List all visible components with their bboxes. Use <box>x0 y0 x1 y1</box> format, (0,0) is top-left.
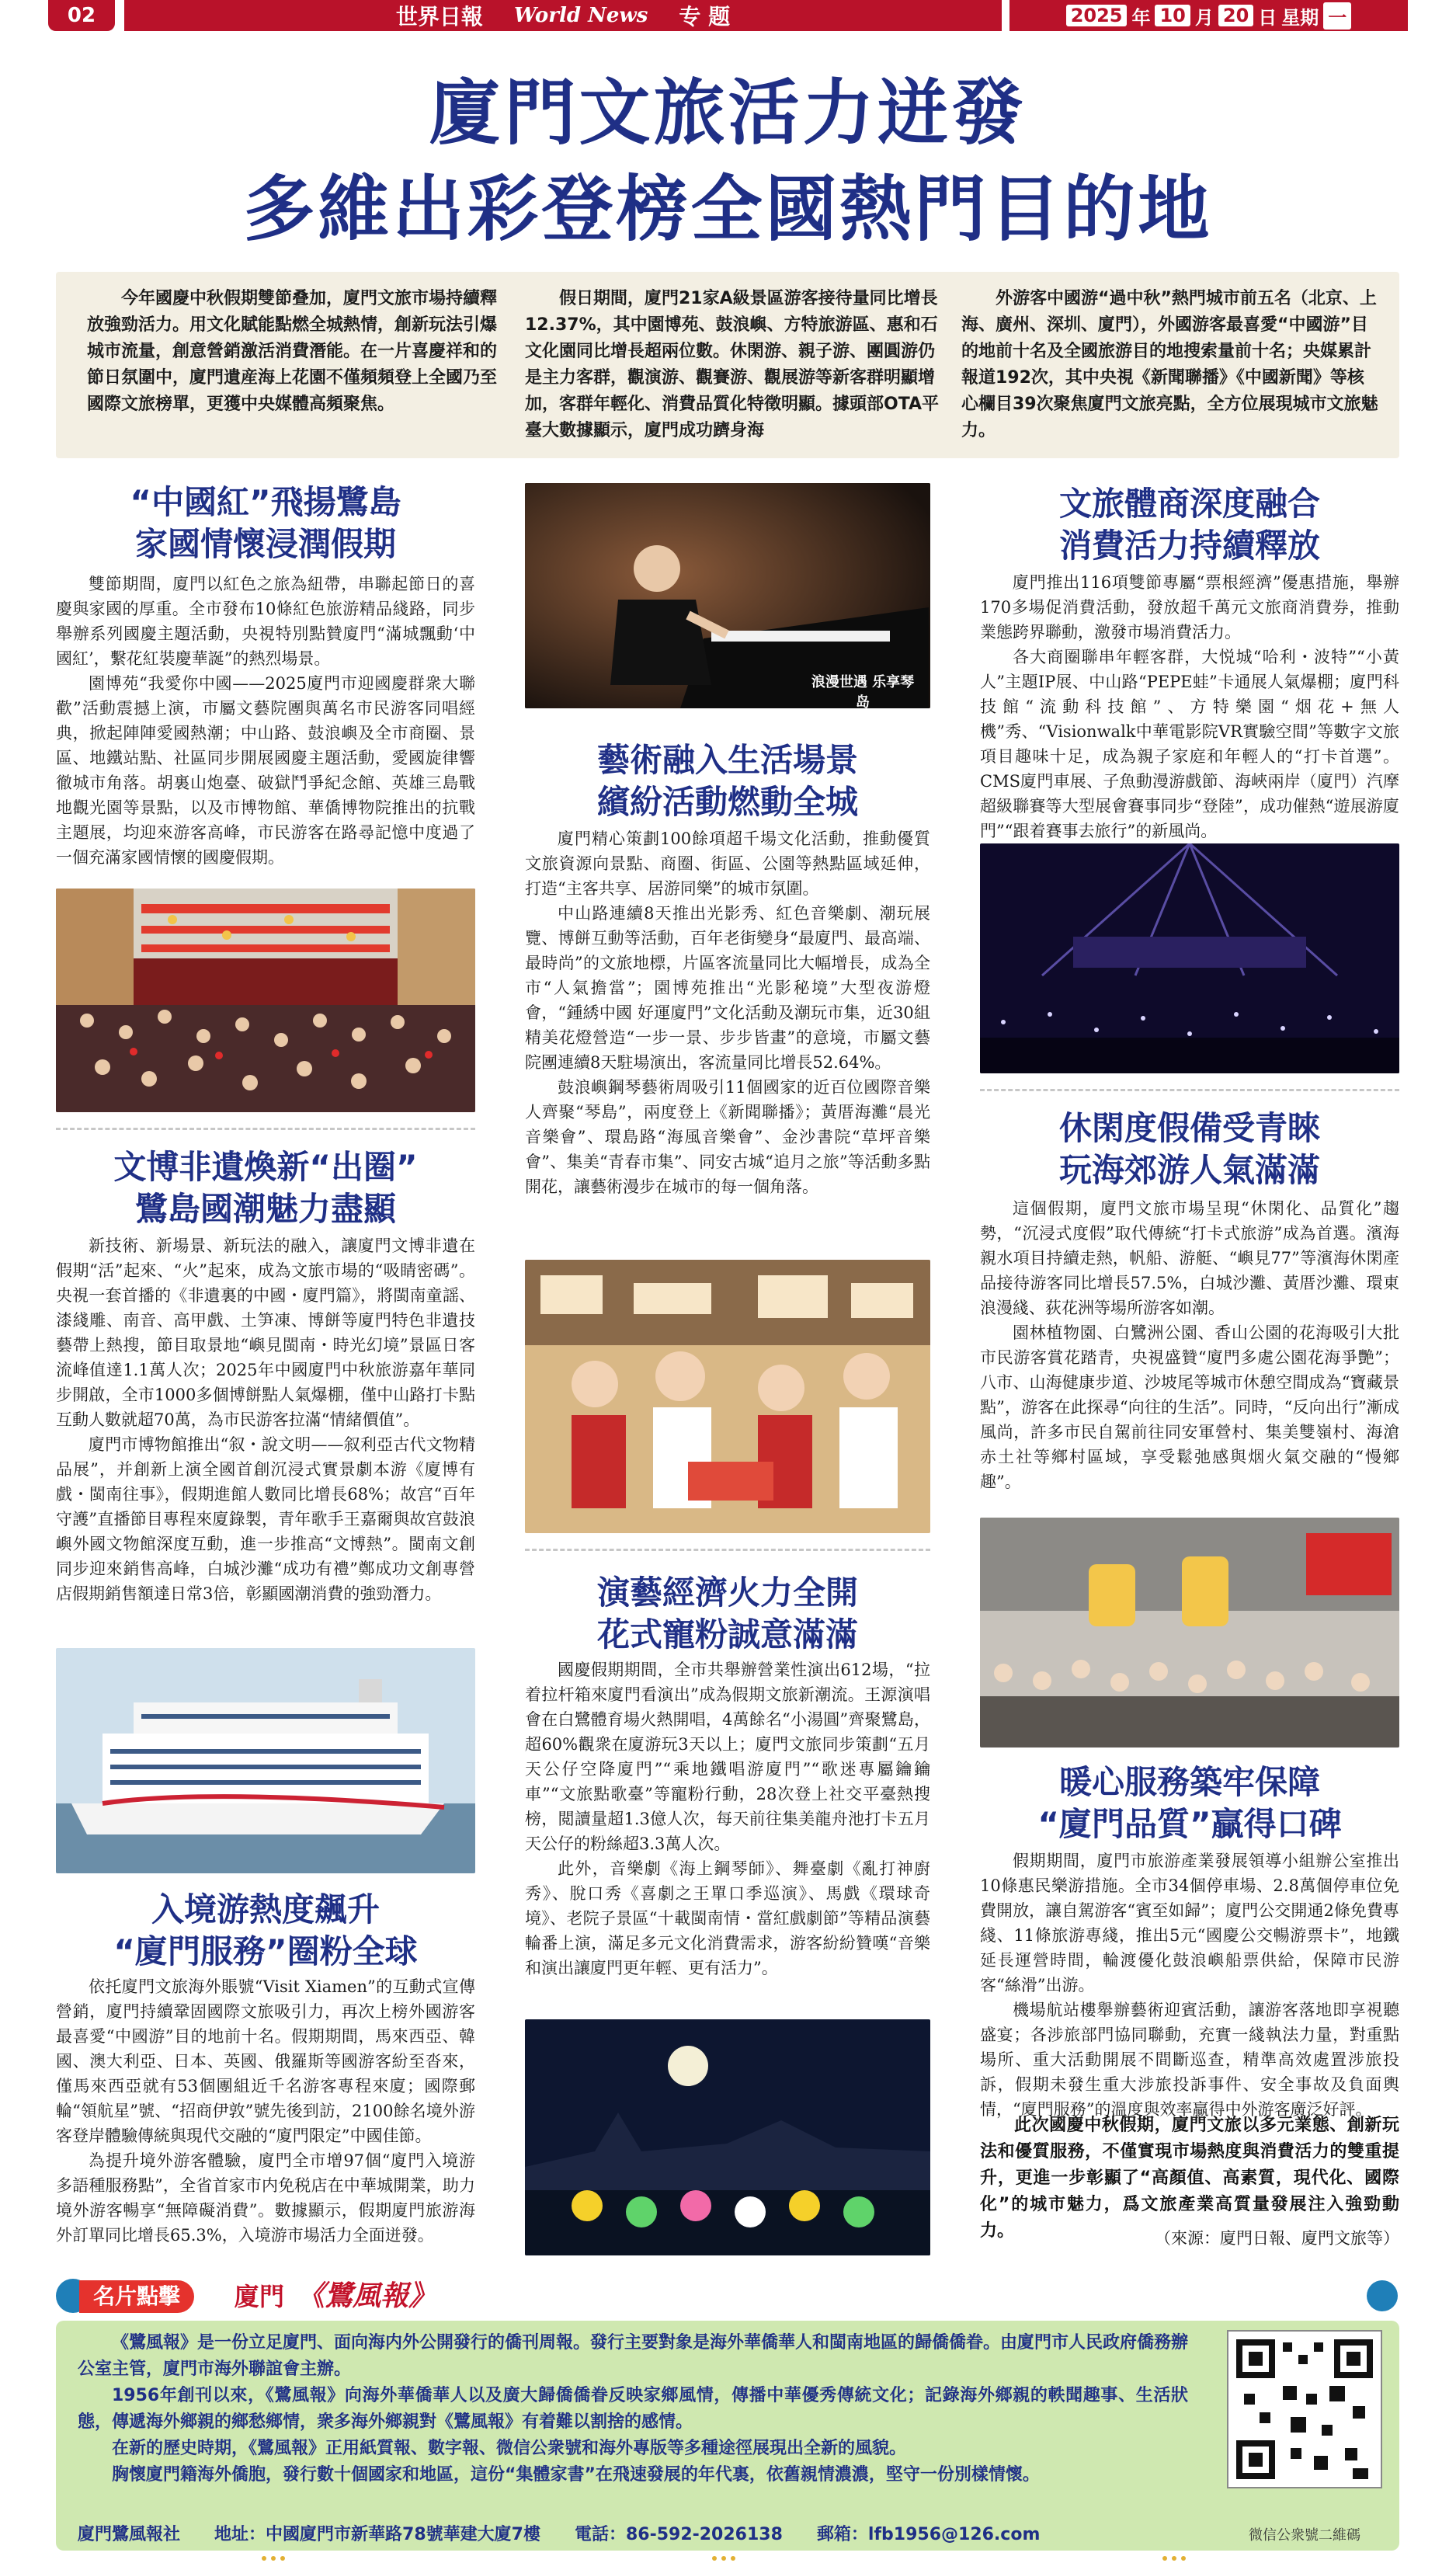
footer-tag: 名片點擊 <box>79 2280 194 2313</box>
date-weekday-label: 星期 <box>1281 6 1319 29</box>
photo-red-street-crowd <box>56 889 475 1112</box>
article-3-title <box>56 1889 475 1973</box>
footer-brand-city: 廈門 <box>235 2282 285 2311</box>
intro-box <box>56 272 1399 458</box>
photo-moon-lanterns <box>525 2019 930 2255</box>
article-8-para-2: 機場航站樓舉辦藝術迎賓活動，讓游客落地即享視聽盛宴；各涉旅部門協同聯動，充實一綫執法力量，對重點場所、重大活動開展不間斷巡查，精準高效處置涉旅投訴，假期未發生重大涉旅投訴事件、安全事故及負面輿情，“廈門服務”的溫度與效率贏得中外游客廣泛好評。 <box>980 2001 1399 2119</box>
article-5-title <box>525 1572 930 1656</box>
article-7-title <box>980 1108 1399 1191</box>
paper-name-en: World News <box>513 4 648 27</box>
article-2-title <box>56 1146 475 1230</box>
footer-header <box>56 2274 1399 2318</box>
intro-col-3: 外游客中國游“過中秋”熱門城市前五名（北京、上海、廣州、深圳、廈門），外國游客最喜愛“中國游”目的地前十名及全國旅游目的地搜索量前十名；央媒累計報道192次，其中央視《新聞聯播》《中國新聞》等核心欄目39次聚焦廈門文旅亮點，全方位展現城市文旅魅力。 <box>961 289 1378 440</box>
article-7-title-line-1: 休閑度假備受青睞 <box>1058 1109 1320 1147</box>
article-2-para-1: 新技術、新場景、新玩法的融入，讓廈門文博非遺在假期“活”起來、“火”起來，成為文旅市場的“吸睛密碼”。央視一套首播的《非遺裏的中國・廈門篇》，將閩南童謡、漆綫雕、南音、高甲戲、土笋凍、博餅等廈門特色非遺技藝帶上熱搜，節目取景地“嶼見閩南・時光幻境”景區日客流峰值達1.1萬人次；2025年中國廈門中秋旅游嘉年華同步開啟，全市1000多個博餅點人氣爆棚，僅中山路打卡點互動人數就超70萬，為市民游客拉滿“情緒價值”。 <box>56 1236 475 1429</box>
article-5-title-line-1: 演藝經濟火力全開 <box>596 1574 858 1612</box>
article-6-title <box>980 483 1399 567</box>
date-month-unit: 月 <box>1194 6 1214 29</box>
photo-cruise-ship <box>56 1648 475 1873</box>
bottom-decoration <box>0 2554 1456 2563</box>
article-1-title-line-1: “中國紅”飛揚鷺島 <box>130 483 401 521</box>
article-8-title <box>980 1761 1399 1845</box>
article-3-para-1: 依托廈門文旅海外賬號“Visit Xiamen”的互動式宣傳營銷，廈門持續鞏固國際文旅吸引力，再次上榜外國游客最喜愛“中國游”目的地前十名。假期期間，馬來西亞、韓國、澳大利亞、日本、英國、俄羅斯等國游客紛至沓來，僅馬來西亞就有53個團組近千名游客專程來廈；國際郵輪“領航星”號、“招商伊敦”號先後到訪，2100餘名境外游客登岸體驗傳統與現代交融的“廈門限定”中國佳節。 <box>56 1977 475 2145</box>
footer-text <box>78 2330 1188 2488</box>
article-4-body <box>525 826 930 1199</box>
footer-para-2: 1956年創刊以來，《鷺風報》向海外華僑華人以及廣大歸僑僑眷反映家鄉風情，傳播中華優秀傳統文化；記錄海外鄉親的軼聞趣事、生活狀態，傳遞海外鄉親的鄉愁鄉情，衆多海外鄉親對《鷺風報》有着難以割捨的感情。 <box>78 2386 1188 2432</box>
contact-address: 地址：中國廈門市新華路78號華建大廈7樓 <box>214 2525 540 2544</box>
issue-date <box>1009 0 1408 31</box>
article-4-para-3: 鼓浪嶼鋼琴藝術周吸引11個國家的近百位國際音樂人齊聚“琴島”，兩度登上《新聞聯播》；黃厝海灘“晨光音樂會”、環島路“海風音樂會”、金沙書院“草坪音樂會”、集美“青春市集”、同安古城“追月之旅”等活動多點開花，讓藝術漫步在城市的每一個角落。 <box>525 1078 930 1196</box>
article-3-para-2: 為提升境外游客體驗，廈門全市增97個“廈門入境游多語種服務點”，全省首家市内免税店在中華城開業，助力境外游客暢享“無障礙消費”。數據顯示，假期廈門旅游海外訂單同比增長65.3%，入境游市場活力全面迸發。 <box>56 2151 475 2245</box>
article-7-para-2: 園林植物園、白鷺洲公園、香山公園的花海吸引大批市民游客賞花踏青，央視盛贊“廈門多處公園花海爭艷”；八市、山海健康步道、沙坡尾等城市休憩空間成為“寶藏景點”，游客在此探尋“向往的生活”。同時，“反向出行”漸成風尚，許多市民自駕前往同安軍營村、集美雙嶺村、海滄赤土社等鄉村區域，享受鬆弛感與烟火氣交融的“慢鄉趣”。 <box>980 1323 1399 1491</box>
contact-phone: 電話：86-592-2026138 <box>574 2525 783 2544</box>
article-5-body <box>525 1657 930 1980</box>
article-8-body <box>980 1848 1399 2122</box>
photo-concert-crowd <box>980 843 1399 1073</box>
article-6-para-2: 各大商圈聯串年輕客群，大悦城“哈利・波特”“小黃人”主題IP展、中山路“PEPE蛙”卡通展人氣爆棚；廈門科技館“流動科技館”、方特樂園“烟花+無人機”秀、“Visionwalk中華電影院VR實驗空間”等數字文旅項目趣味十足，成為親子家庭和年輕人的“打卡首選”。CMS廈門車展、子魚動漫游戲節、海峽兩岸（廈門）汽摩超級聯賽等大型展會賽事同步“登陸”，成功催熱“遊展游廈門”“跟着賽事去旅行”的新風尚。 <box>980 648 1399 840</box>
contact-org: 廈門鷺風報社 <box>78 2525 181 2544</box>
article-6-title-line-2: 消費活力持續釋放 <box>1058 527 1320 565</box>
divider <box>56 1128 475 1130</box>
date-month: 10 <box>1155 5 1190 26</box>
headline-line-1: 廈門文旅活力迸發 <box>429 71 1027 155</box>
article-2-para-2: 廈門市博物館推出“叙・說文明——叙利亞古代文物精品展”，并創新上演全國首創沉浸式實景劇本游《廈博有戲・閩南往事》，假期進館人數同比增長68%；故宫“百年守護”直播節目專程來廈錄製，青年歌手王嘉爾與故宫鼓浪嶼外國文物館深度互動，進一步推高“文博熱”。閩南文創同步迎來銷售高峰，白城沙灘“成功有禮”鄭成功文創專營店假期銷售額達日常3倍，彰顯國潮消費的強勁潛力。 <box>56 1435 475 1603</box>
article-1-title-line-2: 家國情懷浸潤假期 <box>134 525 396 563</box>
headline-line-2: 多維出彩登榜全國熱門目的地 <box>243 168 1213 251</box>
article-3-title-line-1: 入境游熱度飆升 <box>151 1890 380 1928</box>
article-1-title <box>56 482 475 565</box>
article-4-para-1: 廈門精心策劃100餘項超千場文化活動，推動優質文旅資源向景點、商圈、街區、公園等熱點區域延伸，打造“主客共享、居游同樂”的城市氛圍。 <box>525 829 930 898</box>
date-year: 2025 <box>1066 5 1128 26</box>
divider <box>980 1089 1399 1091</box>
photo-tourists-shopping <box>525 1260 930 1533</box>
footer-para-1: 《鷺風報》是一份立足廈門、面向海内外公開發行的僑刊周報。發行主要對象是海外華僑華人和閩南地區的歸僑僑眷。由廈門市人民政府僑務辦公室主管，廈門市海外聯誼會主辦。 <box>78 2333 1189 2379</box>
contact-email[interactable]: 郵箱：lfb1956@126.com <box>816 2525 1041 2544</box>
article-8-title-line-1: 暖心服務築牢保障 <box>1058 1763 1320 1801</box>
page-number: 02 <box>48 0 115 31</box>
article-7-para-1: 這個假期，廈門文旅市場呈現“休閑化、品質化”趨勢，“沉浸式度假”取代傳統“打卡式旅游”成為首選。濱海親水項目持續走熱，帆船、游艇、“嶼見77”等濱海休閑產品接待游客同比增長57.5%，白城沙灘、黃厝沙灘、環東浪漫綫、荻花洲等場所游客如潮。 <box>980 1199 1399 1317</box>
footer-contact <box>78 2521 1188 2545</box>
article-1-para-1: 雙節期間，廈門以紅色之旅為紐帶，串聯起節日的喜慶與家國的厚重。全市發布10條紅色旅游精品綫路，同步舉辦系列國慶主題活動，央視特別點贊廈門“滿城飄動‘中國紅’，繫花紅裝慶華誕”的熱烈場景。 <box>56 575 475 668</box>
article-4-title-line-1: 藝術融入生活場景 <box>596 741 858 779</box>
article-6-body <box>980 570 1399 843</box>
divider <box>525 1549 930 1551</box>
article-6-para-1: 廈門推出116項雙節專屬“票根經濟”優惠措施，舉辦170多場促消費活動，發放超千萬元文旅商消費券，推動業態跨界聯動，激發市場消費活力。 <box>980 573 1399 642</box>
article-6-title-line-1: 文旅體商深度融合 <box>1058 485 1320 523</box>
date-weekday: 一 <box>1323 2 1351 30</box>
date-day: 20 <box>1218 5 1253 26</box>
footer-brand-name: 《鷺風報》 <box>297 2280 437 2312</box>
article-7-title-line-2: 玩海郊游人氣滿滿 <box>1058 1151 1320 1189</box>
intro-col-1: 今年國慶中秋假期雙節叠加，廈門文旅市場持續釋放強勁活力。用文化賦能點燃全城熱情，創新玩法引爆城市流量，創意營銷激活消費潛能。在一片喜慶祥和的節日氛圍中，廈門遺産海上花園不僅頻頻登上全國乃至國際文旅榜單，更獲中央媒體高頻聚焦。 <box>87 289 498 414</box>
date-year-unit: 年 <box>1131 6 1151 29</box>
article-source: （來源：廈門日報、廈門文旅等） <box>1155 2229 1399 2248</box>
date-day-unit: 日 <box>1258 6 1277 29</box>
article-3-body <box>56 1974 475 2248</box>
article-1-body <box>56 572 475 870</box>
photo-mall-event <box>980 1518 1399 1748</box>
qr-caption: 微信公衆號二維碼 <box>1249 2527 1360 2544</box>
seal-icon <box>1367 2280 1398 2311</box>
article-5-para-2: 此外，音樂劇《海上鋼琴師》、舞臺劇《亂打神廚秀》、脫口秀《喜劇之王單口季巡演》、馬戲《環球奇境》、老院子景區“十載閩南情・當紅戲劇節”等精品演藝輪番上演，滿足多元文化消費需求，游客紛紛贊嘆“音樂和演出讓廈門更年輕、更有活力”。 <box>525 1859 930 1977</box>
article-2-body <box>56 1233 475 1606</box>
article-7-body <box>980 1196 1399 1494</box>
masthead-band <box>124 0 1002 31</box>
article-8-para-1: 假期期間，廈門市旅游產業發展領導小組辦公室推出10條惠民樂游措施。全市34個停車場、2.8萬個停車位免費開放，讓自駕游客“賓至如歸”；廈門公交開通2條免費專綫、11條旅游專綫，推出5元“國慶公交暢游票卡”，地鐵延長運營時間，輪渡優化鼓浪嶼船票供給，保障市民游客“絲滑”出游。 <box>980 1852 1399 1994</box>
article-2-title-line-2: 鷺島國潮魅力盡顯 <box>134 1190 396 1228</box>
article-2-title-line-1: 文博非遺煥新“出圈” <box>113 1148 418 1186</box>
closing-paragraph: 此次國慶中秋假期，廈門文旅以多元業態、創新玩法和優質服務，不僅實現市場熱度與消費活力的雙重提升，更進一步彰顯了“高顏值、高素質，現代化、國際化”的城市魅力，爲文旅產業高質量發展注入強勁動力。 <box>980 2116 1399 2241</box>
article-4-title-line-2: 繽紛活動燃動全城 <box>596 783 858 821</box>
article-4-para-2: 中山路連續8天推出光影秀、紅色音樂劇、潮玩展覽、博餅互動等活動，百年老街變身“最廈門、最高端、最時尚”的文旅地標，片區客流量同比大幅增長，成為全市“人氣擔當”；園博苑推出“光影秘境”大型夜游燈會，“鍾綉中國 好運廈門”文化活動及潮玩市集，近30組精美花燈營造“一步一景、步步皆畫”的意境，市屬文藝院團連續8天駐場演出，客流量同比增長52.64%。 <box>525 904 930 1072</box>
paper-name: 世界日報 <box>395 4 483 30</box>
footer-para-3: 在新的歷史時期，《鷺風報》正用紙質報、數字報、微信公衆號和海外專版等多種途徑展現出全新的風貌。 <box>112 2439 907 2458</box>
article-8-title-line-2: “廈門品質”贏得口碑 <box>1037 1805 1342 1843</box>
article-5-title-line-2: 花式寵粉誠意滿滿 <box>596 1615 858 1654</box>
photo-watermark: 浪漫世遇 乐享琴岛 <box>811 674 915 711</box>
article-5-para-1: 國慶假期期間，全市共舉辦營業性演出612場，“拉着拉杆箱來廈門看演出”成為假期文旅新潮流。王源演唱會在白鷺體育場火熱開唱，4萬餘名“小湯圓”齊聚鷺島，超60%觀衆在廈游玩3天以上；廈門文旅同步策劃“五月天公仔空降廈門”“乘地鐵唱游廈門”“歌迷專屬鑰鑰車”“文旅點歌臺”等寵粉行動，28次登上社交平臺熱搜榜，閲讀量超1.3億人次，每天前往集美龍舟池打卡五月天公仔的粉絲超3.3萬人次。 <box>525 1661 930 1853</box>
article-4-title <box>525 739 930 823</box>
article-3-title-line-2: “廈門服務”圈粉全球 <box>113 1932 418 1970</box>
qr-code-icon[interactable] <box>1227 2330 1382 2488</box>
article-1-para-2: 園博苑“我愛你中國——2025廈門市迎國慶群衆大聯歡”活動震撼上演，市屬文藝院團與萬名市民游客同唱經典，掀起陣陣愛國熱潮；中山路、鼓浪嶼及全市商圈、景區、地鐵站點、社區同步開展國慶主題活動，愛國旋律響徹城市角落。胡裏山炮臺、破獄鬥爭紀念館、英雄三島戰地觀光園等景點，以及市博物館、華僑博物院推出的抗戰主題展，均迎來游客高峰，市民游客在路尋記憶中度過了一個充滿家國情懷的國慶假期。 <box>56 674 475 867</box>
intro-col-2: 假日期間，廈門21家A級景區游客接待量同比增長12.37%，其中園博苑、鼓浪嶼、方特旅游區、惠和石文化園同比增長超兩位數。休閑游、親子游、團圓游仍是主力客群，觀演游、觀賽游、觀展游等新客群明顯增加，客群年輕化、消費品質化特徵明顯。據頭部OTA平臺大數據顯示，廈門成功躋身海 <box>525 289 940 440</box>
footer-para-4: 胸懷廈門籍海外僑胞，發行數十個國家和地區，這份“集體家書”在飛速發展的年代裏，依舊親情濃濃，堅守一份別樣情懷。 <box>112 2465 1040 2485</box>
section-name: 专 题 <box>679 4 731 30</box>
